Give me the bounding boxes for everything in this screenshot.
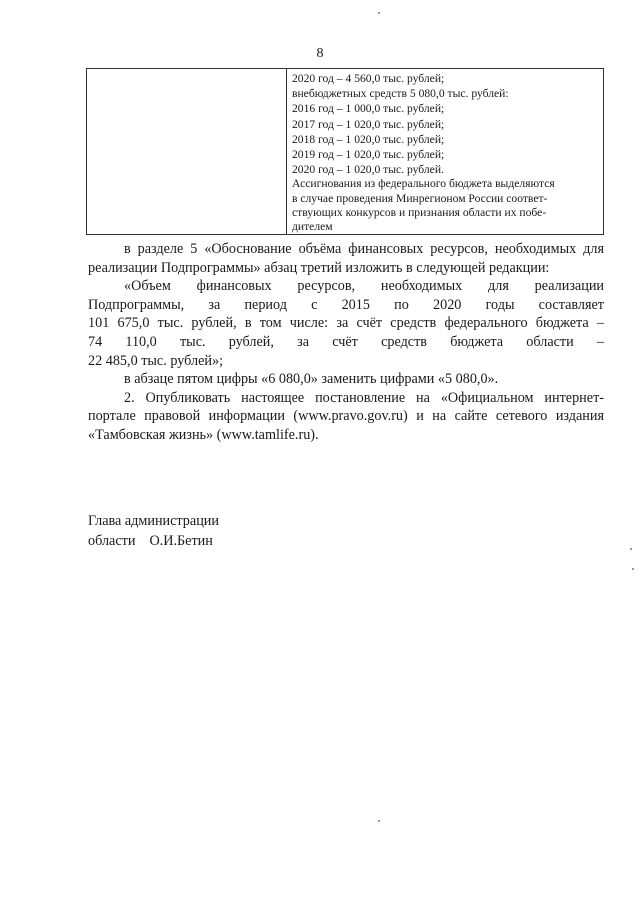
note-line: ствующих конкурсов и признания области их побе- [292,205,547,219]
note-line: Ассигнования из федерального бюджета выделяются [292,177,555,191]
funding-line: внебюджетных средств 5 080,0 тыс. рублей: [292,87,509,101]
quote-line: 22 485,0 тыс. рублей»; [88,352,224,369]
signature-name: О.И.Бетин [149,533,213,549]
paragraph-publish: 2. Опубликовать настоящее постановление на «Официальном интернет-портале правовой информации (www.pravo.gov.ru) и на сайте сетевого издания «Тамбовская жизнь» (www.tamlife.ru). [88,389,604,443]
signature-line [88,531,219,551]
note-line: в случае проведения Минрегионом России соответ- [292,191,548,205]
table-right-cell [287,69,604,235]
funding-line: 2020 год – 4 560,0 тыс. рублей; [292,72,445,85]
paragraph-section5: в разделе 5 «Обоснование объёма финансовых ресурсов, необходимых для реализации Подпрограммы» абзац третий изложить в следующей редакции: [88,241,604,276]
paragraph-quote [88,277,604,370]
quote-line: «Объем финансовых ресурсов, необходимых для реализации [124,278,604,295]
table-row [87,69,604,235]
scan-speck [378,820,380,822]
scan-speck [630,548,632,550]
signature-block [88,511,219,551]
signature-title: Глава администрации [88,513,219,529]
quote-line: 74 110,0 тыс. рублей, за счёт средств бюджета области – [88,333,604,350]
funding-line: 2017 год – 1 020,0 тыс. рублей; [292,117,445,131]
funding-line: 2019 год – 1 020,0 тыс. рублей; [292,148,445,162]
scan-speck [378,12,380,14]
quote-line: 101 675,0 тыс. рублей, в том числе: за счёт средств федерального бюджета – [88,315,604,332]
paragraph-replace: в абзаце пятом цифры «6 080,0» заменить цифрами «5 080,0». [124,371,499,388]
table-left-cell [87,69,287,235]
signature-org: области [88,533,136,549]
document-body [88,240,604,445]
page-number: 8 [316,46,324,61]
funding-line: 2018 год – 1 020,0 тыс. рублей; [292,132,445,146]
funding-line: 2016 год – 1 000,0 тыс. рублей; [292,102,445,116]
note-line: дителем [292,220,333,234]
scan-speck [632,568,634,570]
quote-line: Подпрограммы, за период с 2015 по 2020 годы составляет [88,296,604,313]
funding-line: 2020 год – 1 020,0 тыс. рублей. [292,163,444,177]
funding-table [86,68,604,235]
